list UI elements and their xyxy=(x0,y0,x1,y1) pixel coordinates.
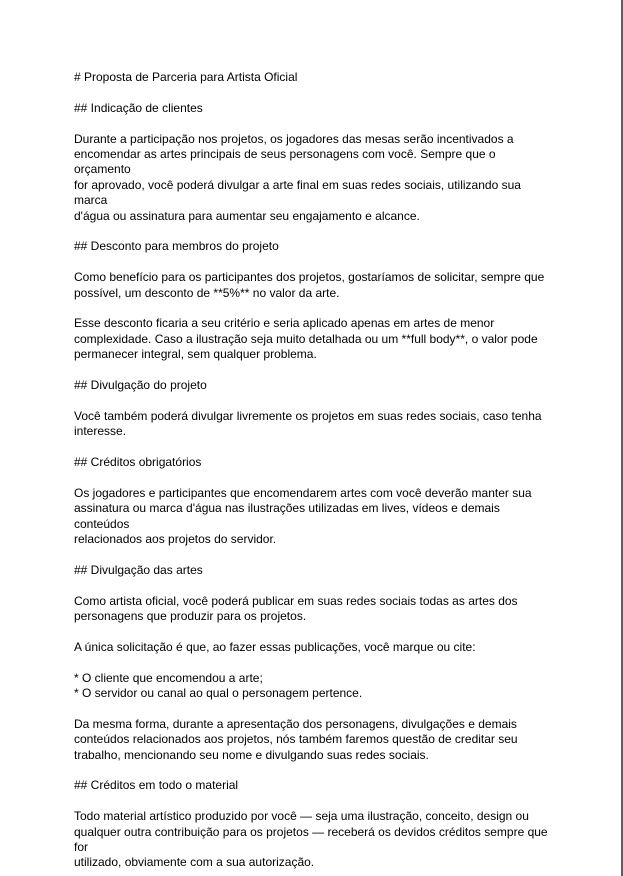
paragraph: Da mesma forma, durante a apresentação dos personagens, divulgações e demais conteúdos relacionados aos projetos, nós também faremos questão de creditar seu trabalho, mencionando seu nome e divulgando suas redes sociais. xyxy=(74,716,518,762)
list-item: * O cliente que encomendou a arte; xyxy=(74,670,263,685)
paragraph: A única solicitação é que, ao fazer essas publicações, você marque ou cite: xyxy=(74,639,476,654)
list-item: * O servidor ou canal ao qual o personagem pertence. xyxy=(74,686,363,701)
section-heading-divulgacao-artes: ## Divulgação das artes xyxy=(74,562,203,577)
section-heading-creditos-material: ## Créditos em todo o material xyxy=(74,778,239,793)
section-heading-creditos-obrigatorios: ## Créditos obrigatórios xyxy=(74,455,202,470)
paragraph: Você também poderá divulgar livremente os projetos em suas redes sociais, caso tenha interesse. xyxy=(74,408,542,439)
section-heading-indicacao: ## Indicação de clientes xyxy=(74,100,203,115)
paragraph: Os jogadores e participantes que encomendarem artes com você deverão manter sua assinatura ou marca d'água nas ilustrações utilizadas em lives, vídeos e demais conteúdos relacionados aos projetos do servidor. xyxy=(74,485,532,547)
paragraph: Durante a participação nos projetos, os jogadores das mesas serão incentivados a encomendar as artes principais de seus personagens com você. Sempre que o orçamento for aprovado, você poderá divulgar a arte final em suas redes sociais, utilizando sua marca d'água ou assinatura para aumentar seu engajamento e alcance. xyxy=(74,131,521,223)
section-heading-divulgacao-projeto: ## Divulgação do projeto xyxy=(74,378,207,393)
document-title: # Proposta de Parceria para Artista Oficial xyxy=(74,70,298,84)
paragraph: Todo material artístico produzido por você — seja uma ilustração, conceito, design ou qualquer outra contribuição para os projetos — receberá os devidos créditos sempre que for utilizado, obviamente com a sua autorização. xyxy=(74,809,548,870)
section-heading-desconto: ## Desconto para membros do projeto xyxy=(74,239,279,254)
paragraph: Esse desconto ficaria a seu critério e seria aplicado apenas em artes de menor complexidade. Caso a ilustração seja muito detalhada ou um **full body**, o valor pode permanecer integral, sem qualquer problema. xyxy=(74,316,538,362)
bullet-list xyxy=(74,671,554,702)
paragraph: Como artista oficial, você poderá publicar em suas redes sociais todas as artes dos personagens que produzir para os projetos. xyxy=(74,593,518,624)
paragraph: Como benefício para os participantes dos projetos, gostaríamos de solicitar, sempre que possível, um desconto de **5%** no valor da arte. xyxy=(74,270,545,300)
document-content xyxy=(74,70,554,876)
